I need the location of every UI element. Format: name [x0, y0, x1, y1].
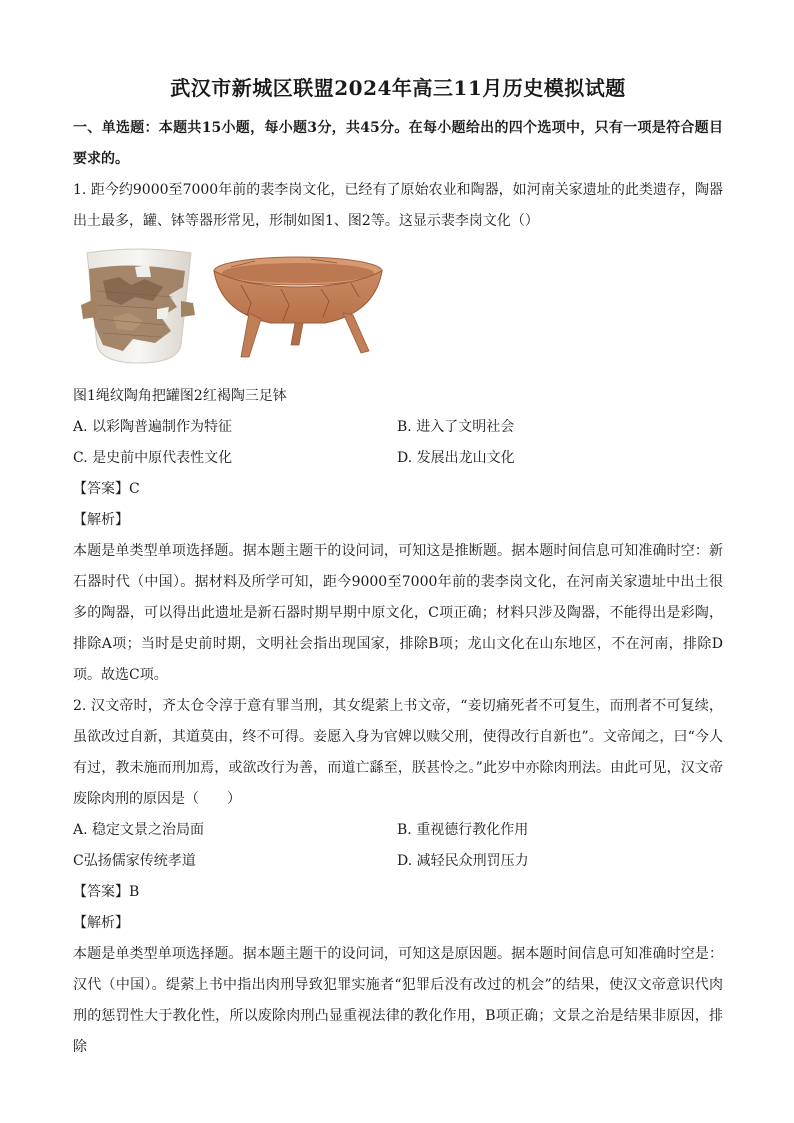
question-1-option-b[interactable]: B. 进入了文明社会 — [397, 419, 515, 435]
corded-pottery-jar-image — [73, 247, 205, 367]
question-1-option-c[interactable]: C. 是史前中原代表性文化 — [73, 450, 233, 466]
question-2-option-b[interactable]: B. 重视德行教化作用 — [397, 822, 529, 838]
question-2-analysis: 本题是单类型单项选择题。据本题主题干的设问词，可知这是原因题。据本题时间信息可知准确时空是：汉代（中国）。缇萦上书中指出肉刑导致犯罪实施者“犯罪后没有改过的机会”的结果，使汉文帝意识代肉刑的惩罚性大于教化性，所以废除肉刑凸显重视法律的教化作用，B项正确；文景之治是结果非原因，排除 — [73, 946, 723, 1055]
page-title: 武汉市新城区联盟2024年高三11月历史模拟试题 — [170, 76, 626, 100]
question-2-option-d[interactable]: D. 减轻民众刑罚压力 — [397, 853, 529, 869]
question-1-stem: 1. 距今约9000至7000年前的裴李岗文化，已经有了原始农业和陶器，如河南关家遗址的此类遗存，陶器出土最多，罐、钵等器形常见，形制如图1、图2等。这显示裴李岗文化（） — [73, 182, 723, 229]
question-1-analysis: 本题是单类型单项选择题。据本题主题干的设问词，可知这是推断题。据本题时间信息可知准确时空：新石器时代（中国）。据材料及所学可知，距今9000至7000年前的裴李岗文化，在河南关家遗址中出土很多的陶器，可以得出此遗址是新石器时期早期中原文化，C项正确；材料只涉及陶器，不能得出是彩陶，排除A项；当时是史前时期，文明社会指出现国家，排除B项；龙山文化在山东地区，不在河南，排除D项。故选C项。 — [73, 543, 723, 683]
question-1-options — [73, 412, 723, 474]
question-2-analysis-label: 【解析】 — [73, 915, 129, 931]
question-2-answer: 【答案】B — [73, 884, 140, 900]
question-1-option-d[interactable]: D. 发展出龙山文化 — [397, 450, 515, 466]
question-2-stem: 2. 汉文帝时，齐太仓令淳于意有罪当刑，其女缇萦上书文帝，“妾切痛死者不可复生，而刑者不可复续，虽欲改过自新，其道莫由，终不可得。妾愿入身为官婢以赎父刑，使得改行自新也”。文帝闻之，曰“今人有过，教未施而刑加焉，或欲改行为善，而道亡繇至，朕甚怜之。”此岁中亦除肉刑法。由此可见，汉文帝废除肉刑的原因是（ ） — [73, 698, 723, 807]
question-2-options — [73, 815, 723, 877]
page — [73, 64, 723, 1063]
question-1-option-a[interactable]: A. 以彩陶普遍制作为特征 — [73, 419, 233, 435]
question-1-figure-caption: 图1绳纹陶角把罐图2红褐陶三足钵 — [73, 388, 287, 404]
question-1-analysis-label: 【解析】 — [73, 512, 129, 528]
question-1-figures — [73, 241, 723, 379]
question-1-answer: 【答案】C — [73, 481, 140, 497]
red-brown-tripod-bowl-image — [211, 253, 385, 363]
question-2-option-c[interactable]: C弘扬儒家传统孝道 — [73, 853, 196, 869]
section-instructions: 一、单选题：本题共15小题，每小题3分，共45分。在每小题给出的四个选项中，只有一项是符合题目要求的。 — [73, 120, 723, 167]
question-2-option-a[interactable]: A. 稳定文景之治局面 — [73, 822, 205, 838]
